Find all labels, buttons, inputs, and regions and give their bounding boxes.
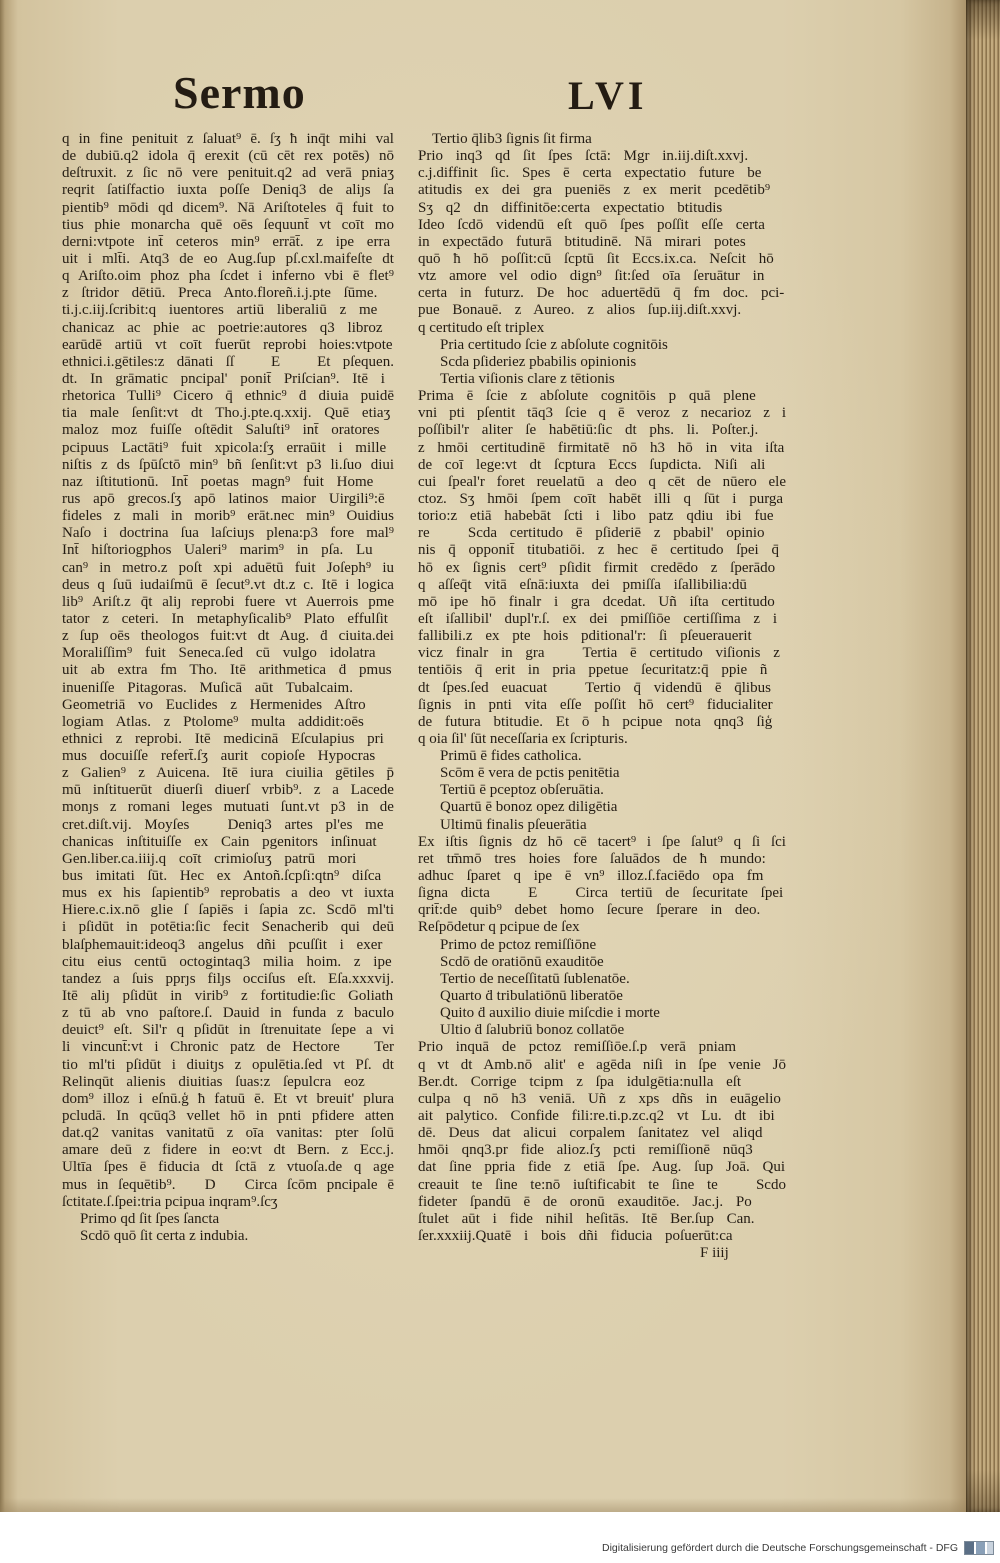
text-line-content: q in fine penituit z ſaluat⁹ ē. ſʒ ħ inq̄t mihi val — [62, 131, 394, 147]
text-line — [418, 422, 786, 439]
text-line — [62, 200, 394, 217]
text-line — [62, 1039, 394, 1056]
text-line — [418, 1091, 786, 1108]
text-line-content: Scda pſideriez pbabilis opinionis — [440, 353, 637, 370]
text-line-content: z hmōi certitudinē firmitatē nō h3 hō in vita iſta — [418, 439, 785, 456]
text-line — [418, 1228, 786, 1245]
text-line-content: pcipuus Lactāti⁹ fuit xpicola:ſʒ erraūit i mille — [62, 439, 387, 456]
text-line-content: nis q̄ opponit̄ titubatiōi. z hec ē certitudo ſpei q̄ — [418, 542, 779, 559]
text-line-content: ethnici.i.gētiles:z dānati ſſ E Et pſequen. — [62, 353, 394, 370]
text-line-content: dat ſine ppria fide z etiā ſpe. Aug. ſup Joā. Qui — [418, 1159, 786, 1176]
text-line-content: Quito ḋ auxilio diuie miſcdie i morte — [440, 1005, 660, 1022]
text-line-content: Hiere.c.ix.nō glie ſ ſapiēs i ſapia zc. Scdō ml'ti — [62, 902, 394, 919]
text-line — [418, 354, 786, 371]
text-line — [62, 851, 394, 868]
text-line-content: dom⁹ illoz i eſnū.ģ ħ fatuū ē. Et vt breuit' plura — [62, 1090, 395, 1107]
text-line — [418, 405, 786, 422]
text-line — [418, 799, 786, 816]
text-line-content: Sʒ q2 dn diffinitōe:certa expectatio btitudis — [418, 199, 723, 216]
text-line — [418, 628, 786, 645]
text-line-content: uit ab extra fm Tho. Itē arithmetica ḋ pmus — [62, 662, 392, 679]
text-line-content: dat.q2 vanitas vanitatū z oīa vanitas: pter ſolū — [62, 1125, 394, 1142]
text-line-content: torio:z etiā habebāt ſcti i libo patz qdiu ibi fue — [418, 508, 774, 525]
text-line — [418, 440, 786, 457]
text-line-content: q oia ſil' ſūt neceſſaria ex ſcripturis. — [418, 730, 628, 747]
text-line-content: deuict⁹ eſt. Sil'r q pſidūt in ſtrenuitate ſepe a vi — [62, 1022, 395, 1039]
text-line — [62, 680, 394, 697]
text-line — [62, 577, 394, 594]
text-line-content: Geometriā vo Euclides z Hermenides Aſtro — [62, 696, 366, 713]
text-line-content: mus docuiſſe refert̄.ſʒ aurit copioſe Hypocras — [62, 748, 376, 765]
text-line-content: monȷs z romani leges mutuati ſunt.vt p3 in de — [62, 799, 394, 816]
text-line-content: ait palytico. Confide fili:re.ti.p.zc.q2 vt Lu. dt ibi — [418, 1108, 775, 1125]
text-line — [62, 302, 394, 319]
text-line-content: deſtruxit. z ſic nō vere penituit.q2 ad verā pniaʒ — [62, 165, 394, 182]
text-line-content: z tū ab vno paſtore.ſ. Dauid in funda z baculo — [62, 1005, 395, 1022]
text-line-content: mō ipe hō finalr i gra dcedat. Uñ iſta certitudo — [418, 593, 775, 610]
text-line — [418, 182, 786, 199]
text-line — [62, 474, 394, 491]
text-line-content: i pſidūt in potētia:ſic fecit Senacherib qui deū — [62, 919, 395, 936]
text-line-content: Scdō de oratiōnū exauditōe — [440, 953, 604, 970]
text-line-content: ſignis in pnti vita eſſe poſſit hō cert⁹ fiducialiter — [418, 696, 773, 713]
text-line-content: lib⁹ Ariſt.z q̄t aliȷ reprobi fuere vt Auerrois pme — [62, 593, 395, 610]
text-line — [418, 662, 786, 679]
text-line-content: q vt dt Amb.nō alit' e agēda niſi in ſpe venie Jō — [418, 1056, 786, 1073]
text-line-content: quō ħ hō poſſit:cū ſcptū ſit Eccs.ix.ca. Neſcit hō — [418, 250, 774, 267]
text-line-content: Reſpōdetur q pcipue de ſex — [418, 919, 580, 936]
text-line — [62, 697, 394, 714]
text-line — [62, 337, 394, 354]
text-line — [62, 1228, 394, 1245]
text-line-content: tator z ceteri. In metaphyſicalib⁹ Plato effulſit — [62, 610, 388, 627]
text-line — [62, 902, 394, 919]
text-line-content: chanicaz ac phie ac poetrie:autores q3 libroz — [62, 319, 383, 336]
text-line — [418, 371, 786, 388]
text-line-content: cret.diſt.vij. Moyſes Deniq3 artes pl'es me — [62, 816, 384, 833]
text-line — [62, 765, 394, 782]
text-line-content: Tertiū ē pceptoz obſeruātia. — [440, 782, 604, 799]
text-line-content: Ex iſtis ſignis dz hō cē tacert⁹ i ſpe ſalut⁹ q ſi ſci — [418, 833, 786, 850]
text-line — [62, 268, 394, 285]
text-line — [418, 937, 786, 954]
text-line — [418, 1005, 786, 1022]
text-line-content: z ſup oēs theologos fuit:vt dt Aug. ḋ ciuita.dei — [62, 628, 394, 645]
text-line-content: fallibili.z ex pte hois pditional'r: ſi pſeuerauerit — [418, 628, 752, 645]
text-line — [418, 474, 786, 491]
dfg-logo-icon — [964, 1541, 994, 1555]
text-line — [418, 817, 786, 834]
text-line — [418, 680, 786, 697]
text-line — [62, 491, 394, 508]
text-line — [62, 251, 394, 268]
text-line-content: de coī lege:vt dt ſcptura Eccs ſupdicta. Niſi ali — [418, 456, 766, 473]
text-line-content: vtz amore vel odio dign⁹ ſit:ſed oīa ſeruātur in — [418, 268, 765, 285]
text-line-content: maloz moz fuiſſe oſtēdit Saluſti⁹ int̄ oratores — [62, 422, 380, 439]
text-line — [418, 1022, 786, 1039]
text-line — [418, 542, 786, 559]
text-line — [62, 817, 394, 834]
text-line — [418, 200, 786, 217]
text-line-content: ſtulet aūt i fide nihil heſitās. Itē Ber.ſup Can. — [418, 1210, 755, 1227]
text-line — [418, 919, 786, 936]
text-line-content: z ſtridor dētiū. Preca Anto.floreñ.i.j.pte ſūme. — [62, 285, 378, 302]
text-line — [62, 165, 394, 182]
text-line-content: earūdē artiū vt coīt fuerūt reprobi hoies:vtpote — [62, 336, 393, 353]
text-line — [62, 645, 394, 662]
text-line-content: niſtis z ds ſpūſctō min⁹ bñ ſenſit:vt p3 li.ſuo diui — [62, 456, 395, 473]
text-line — [62, 542, 394, 559]
text-line — [62, 1108, 394, 1125]
text-line — [62, 388, 394, 405]
text-line — [418, 714, 786, 731]
text-line-content: ſigna dicta E Circa tertiū de ſecuritate ſpei — [418, 885, 784, 902]
text-line-content: culpa q nō h3 veniā. Uñ z xps dñs in euāgelio — [418, 1090, 781, 1107]
text-line-content: rus apō grecos.ſʒ apō latinos maior Uirgili⁹:ē — [62, 490, 385, 507]
text-line — [62, 405, 394, 422]
text-line — [418, 1142, 786, 1159]
text-line — [418, 1057, 786, 1074]
text-line-content: bus imitati ſūt. Hec ex Antoñ.ſcpſi:qtn⁹ diſca — [62, 868, 382, 885]
text-line-content: pientib⁹ mōdi qd dicem⁹. Nā Ariſtoteles q̄ fuit to — [62, 199, 395, 216]
text-line — [62, 1125, 394, 1142]
text-line-content: Tertia viſionis clare z tētionis — [440, 370, 615, 387]
text-line-content: Ultīa ſpes ē fiducia dt ſctā z vtuoſa.de q age — [62, 1159, 394, 1176]
text-line-content: uit i mlt̄i. Atq3 de eo Aug.ſup pſ.cxl.maifeſte dt — [62, 250, 394, 267]
text-line-content: tentiōis q̄ erit in pria ppetue ſecuritatz:q̄ ppie ñ — [418, 662, 768, 679]
text-line — [418, 765, 786, 782]
text-line-content: Tertio de neceſſitatū ſublenatōe. — [440, 970, 630, 987]
text-line-content: ctoz. Sʒ hmōi ſpem coīt habēt illi q ſūt i purga — [418, 490, 784, 507]
text-line-content: Prio inq3 qd ſit ſpes ſctā: Mgr in.iij.diſt.xxvj. — [418, 148, 749, 165]
text-line — [62, 714, 394, 731]
text-line — [418, 457, 786, 474]
text-line — [418, 1108, 786, 1125]
text-line — [418, 1159, 786, 1176]
text-line-content: blaſphemauit:ideoq3 angelus dñi pcuſſit i exer — [62, 936, 383, 953]
text-line-content: Primo de pctoz remiſſiōne — [440, 936, 597, 953]
text-line-content: de dubiū.q2 idola q̄ erexit (cū cēt rex potēs) nō — [62, 148, 395, 165]
text-line-content: ſer.xxxiij.Quatē i bois dñi fiducia poſuerūt:ca — [418, 1228, 733, 1244]
text-line — [418, 302, 786, 319]
text-line-content: in expectādo futurā btitudinē. Nā mirari potes — [418, 233, 746, 250]
text-line-content: q aſſeq̄t vitā eſnā:iuxta dei pmiſſa iſallibilia:dū — [418, 576, 747, 593]
text-line — [418, 165, 786, 182]
text-line — [62, 131, 394, 148]
text-line — [418, 491, 786, 508]
text-line-content: mū inſtituerūt diuerſi diuerſ vrbib⁹. z a Lacede — [62, 782, 394, 799]
text-line — [418, 577, 786, 594]
text-line — [418, 388, 786, 405]
text-line — [418, 851, 786, 868]
text-line — [62, 834, 394, 851]
text-line-content: tandez a ſuis pprȷs filȷs occiſus eſt. Eſa.xxxvij. — [62, 970, 394, 987]
text-line — [62, 285, 394, 302]
text-line-content: logiam Atlas. z Ptolome⁹ multa addidit:oēs — [62, 713, 364, 730]
text-line — [62, 731, 394, 748]
text-line — [62, 885, 394, 902]
text-line — [418, 217, 786, 234]
text-line — [418, 645, 786, 662]
text-line — [418, 988, 786, 1005]
right-text-column — [418, 131, 786, 1262]
text-line-content: reqrit ſatiſfactio iuxta poſſe Deniq3 de aliȷs ſa — [62, 182, 394, 199]
text-line-content: Pria certitudo ſcie z abſolute cognitōis — [440, 336, 668, 353]
text-line — [418, 285, 786, 302]
text-line-content: Ultio ḋ ſalubriū bonoz collatōe — [440, 1022, 625, 1039]
text-line — [418, 1074, 786, 1091]
text-line — [62, 182, 394, 199]
text-line — [62, 560, 394, 577]
text-line-content: naz iſtitutionū. Int̄ poetas magn⁹ fuit Home — [62, 473, 374, 490]
text-line — [62, 440, 394, 457]
text-line-content: Itē aliȷ pſidūt in virib⁹ z fortitudie:ſic Goliath — [62, 988, 394, 1005]
text-line-content: deus q ſuū iudaiſmū ē ſecut⁹.vt dt.z c. Itē i logica — [62, 576, 394, 593]
text-line — [62, 422, 394, 439]
running-head-title: Sermo — [173, 67, 306, 118]
text-line — [62, 234, 394, 251]
digitization-credit: Digitalisierung gefördert durch die Deutsche Forschungsgemeinschaft - DFG — [601, 1542, 958, 1554]
text-line-content: inueniſſe Pitagoras. Muſicā aūt Tubalcaim. — [62, 679, 353, 696]
text-line — [62, 662, 394, 679]
text-line — [418, 611, 786, 628]
text-line — [418, 748, 786, 765]
text-line — [418, 560, 786, 577]
text-line-content: Quartū ē bonoz opez diligētia — [440, 799, 618, 816]
text-line-content: Naſo i doctrina ſua laſciuȷs plena:p3 fore mal⁹ — [62, 525, 394, 542]
text-line-content: z Galien⁹ z Auicena. Itē iura ciuilia gētiles p̄ — [62, 765, 394, 782]
text-line-content: Prio inquā de pctoz remiſſiōe.ſ.p verā pniam — [418, 1039, 737, 1056]
text-line-content: Ultimū finalis pſeuerātia — [440, 816, 587, 833]
text-line-content: Relinqūt alienis diuitias ſuas:z ſepulcra eoz — [62, 1073, 365, 1090]
text-line — [62, 954, 394, 971]
text-line — [418, 251, 786, 268]
text-line-content: fideter ſpandū ē de oronū exauditōe. Jac.j. Po — [418, 1193, 752, 1210]
text-line-content: chanicas inſtituiſſe ex Cain pgenitors inſinuat — [62, 833, 377, 850]
text-line-content: hmōi qnq3.pr fide alioz.ſʒ pcti remiſſionē nūq3 — [418, 1142, 753, 1159]
text-line-content: dt. In grāmatic pncipal' ponit̄ Priſcian⁹. Itē i — [62, 370, 385, 387]
text-line-content: ethnici z reprobi. Itē medicinā Eſculapius pri — [62, 730, 384, 747]
text-line — [62, 1005, 394, 1022]
left-text-column — [62, 131, 394, 1245]
text-line — [62, 1091, 394, 1108]
text-line-content: Scdō quō ſit certa z indubia. — [80, 1228, 249, 1244]
text-line — [62, 919, 394, 936]
text-line — [62, 988, 394, 1005]
text-line-content: dt ſpes.ſed euacuat Tertio q̄ videndū ē q̄libus — [418, 679, 771, 696]
text-line-content: ret tm̄mō tres hoies fore ſaluādos de ħ mundo: — [418, 850, 766, 867]
text-line — [62, 1022, 394, 1039]
text-line-content: vni pti pſentit tāq3 ſcie q ē veroz z necarioz z i — [418, 405, 787, 422]
text-line-content: certa in futurz. De hoc aduertēdū q̄ fm doc. pci- — [418, 285, 785, 302]
text-line — [418, 320, 786, 337]
text-line — [62, 508, 394, 525]
text-line — [418, 868, 786, 885]
text-line-content: Scōm ē vera de pctis penitētia — [440, 765, 620, 782]
text-line-content: fideles z mali in morib⁹ erāt.nec min⁹ Ouidius — [62, 508, 395, 525]
book-page-edges — [966, 0, 1000, 1512]
text-line — [418, 782, 786, 799]
text-line — [62, 1074, 394, 1091]
text-line-content: Prima ē ſcie z abſolute cognitōis p quā plene — [418, 388, 756, 405]
text-line-content: ſctitate.ſ.ſpei:tria pcipua inqram⁹.ſcʒ — [62, 1193, 278, 1210]
text-line — [62, 371, 394, 388]
text-line-content: q Ariſto.oim phoz pha ſcdet i inferno vbi ē flet⁹ — [62, 268, 394, 285]
text-line — [62, 148, 394, 165]
text-line-content: Primū ē fides catholica. — [440, 748, 582, 765]
text-line — [418, 1211, 786, 1228]
text-line — [62, 1177, 394, 1194]
text-line — [62, 937, 394, 954]
text-line — [418, 508, 786, 525]
text-line — [418, 697, 786, 714]
text-line — [62, 971, 394, 988]
text-line — [418, 1039, 786, 1056]
text-line — [418, 1194, 786, 1211]
text-line-content: derni:vtpote int̄ ceteros min⁹ errāt̄. z ipe erra — [62, 233, 391, 250]
text-line — [62, 748, 394, 765]
text-line — [418, 1125, 786, 1142]
text-line-content: rhetorica Tulli⁹ Cicero q̄ ethnic⁹ ḋ diuia puidē — [62, 388, 394, 405]
text-line-content: ti.j.c.iij.ſcribit:q iuentores artiū liberaliū z me — [62, 302, 378, 319]
text-line-content: eſt iſallibil' dupl'r.ſ. ex dei pmiſſiōe certiſſima z i — [418, 610, 778, 627]
text-line — [418, 594, 786, 611]
text-line-content: qrit̄:de quib⁹ debet homo ſecure ſperare in deo. — [418, 902, 761, 919]
text-line-content: Ber.dt. Corrige tcipm z ſpa idulgētia:nulla eſt — [418, 1073, 742, 1090]
text-line-content: re Scda certitudo ē pſideriē z pbabil' opinio — [418, 525, 765, 542]
text-line — [418, 954, 786, 971]
text-line-content: c.j.diffinit ſic. Spes ē certa expectatio future be — [418, 165, 762, 182]
digitization-footer — [0, 1512, 1000, 1563]
text-line-content: dē. Deus dat alicui corpalem ſanitatez vel aliqd — [418, 1125, 763, 1142]
text-line — [62, 217, 394, 234]
text-line-content: Quarto ḋ tribulatiōnū liberatōe — [440, 988, 623, 1005]
text-line-content: creauit te ſine te:nō iuſtificabit te ſine te Scdo — [418, 1176, 786, 1193]
text-line-content: pcludā. In qcūq3 vellet hō in pnti pfidere atten — [62, 1108, 394, 1125]
text-line — [418, 902, 786, 919]
text-line — [62, 354, 394, 371]
text-line-content: atitudis ex dei gra pueniēs z ex merit pcedētib⁹ — [418, 182, 771, 199]
text-line-content: tia male ſenſit:vt dt Tho.j.pte.q.xxij. Quē etiaʒ — [62, 405, 391, 422]
text-line-content: vicz finalr in gra Tertia ē certitudo viſionis z — [418, 645, 780, 662]
text-line-content: Moraliſſim⁹ fuit Seneca.ſed cū vulgo idolatra — [62, 645, 376, 662]
text-line — [418, 834, 786, 851]
text-line — [418, 131, 786, 148]
text-line — [62, 628, 394, 645]
text-line-content: Tertio q̄lib3 ſignis ſit firma — [432, 131, 592, 147]
text-line — [62, 1057, 394, 1074]
text-line-content: tius phie monarcha quē oēs ſequunt̄ vt coīt mo — [62, 216, 394, 233]
text-line-content: mus in ſequētib⁹. D Circa ſcōm pncipale ē — [62, 1176, 394, 1193]
text-line — [62, 1211, 394, 1228]
text-line — [418, 1245, 786, 1262]
text-line — [62, 1142, 394, 1159]
text-line-content: adhuc ſparet q ipe ē vn⁹ illoz.ſ.faciēdo opa fm — [418, 868, 764, 885]
text-line-content: mus ex his ſapientib⁹ reprobatis a deo vt iuxta — [62, 885, 395, 902]
text-line-content: pue Bonauē. z Aureo. z alios ſup.iij.diſt.xxvj. — [418, 302, 742, 319]
text-line — [418, 1177, 786, 1194]
text-line-content: cui ſpeal'r foret reuelatū a deo q cēt de nūero ele — [418, 473, 786, 490]
text-line — [62, 1194, 394, 1211]
text-line — [62, 320, 394, 337]
text-line-content: Int̄ hiſtoriogphos Ualeri⁹ marim⁹ in pſa. Lu — [62, 542, 373, 559]
text-line — [62, 594, 394, 611]
text-line — [62, 868, 394, 885]
text-line — [62, 782, 394, 799]
text-line — [418, 731, 786, 748]
text-line — [62, 525, 394, 542]
text-line-content: hō ex ſignis cert⁹ pſidit firmit credēdo z ſperādo — [418, 559, 776, 576]
text-line-content: can⁹ in metro.z poſt xpi aduētū fuit Joſeph⁹ iu — [62, 559, 395, 576]
text-line — [62, 611, 394, 628]
text-line-content: tio ml'ti pſidūt i diuitȷs z opulētia.ſed vt Pſ. dt — [62, 1056, 394, 1073]
text-line-content: Ideo ſcdō videndū eſt quō ſpes poſſit eſſe certa — [418, 216, 765, 233]
text-line — [418, 525, 786, 542]
text-line — [418, 148, 786, 165]
text-line-content: q certitudo eſt triplex — [418, 319, 545, 336]
text-line-content: de futura btitudie. Et ō h pcipue nota qnq3 ſiģ — [418, 713, 773, 730]
text-line-content: Gen.liber.ca.iiij.q coīt crimioſuʒ patrū mori — [62, 850, 357, 867]
text-line — [62, 457, 394, 474]
text-line — [418, 971, 786, 988]
text-line-content: amare deū z fidere in eo:vt dt Bern. z Ecc.j. — [62, 1142, 394, 1159]
text-line — [418, 885, 786, 902]
text-line-content: poſſibil'r aliter ſe habētiū:ſic dt phs. li. Poſter.j. — [418, 422, 759, 439]
text-line — [62, 1159, 394, 1176]
text-line-content: Primo qd ſit ſpes ſancta — [80, 1210, 220, 1227]
text-line-content: li vincunt̄:vt i Chronic patz de Hectore Ter — [62, 1039, 394, 1056]
text-line — [418, 234, 786, 251]
text-line — [418, 337, 786, 354]
text-line — [418, 268, 786, 285]
text-line-content: citu eius centū octogintaq3 milia hoim. z ipe — [62, 953, 392, 970]
folio-number: LVI — [568, 73, 648, 118]
text-line — [62, 799, 394, 816]
text-line-content: F iiij — [700, 1245, 729, 1262]
